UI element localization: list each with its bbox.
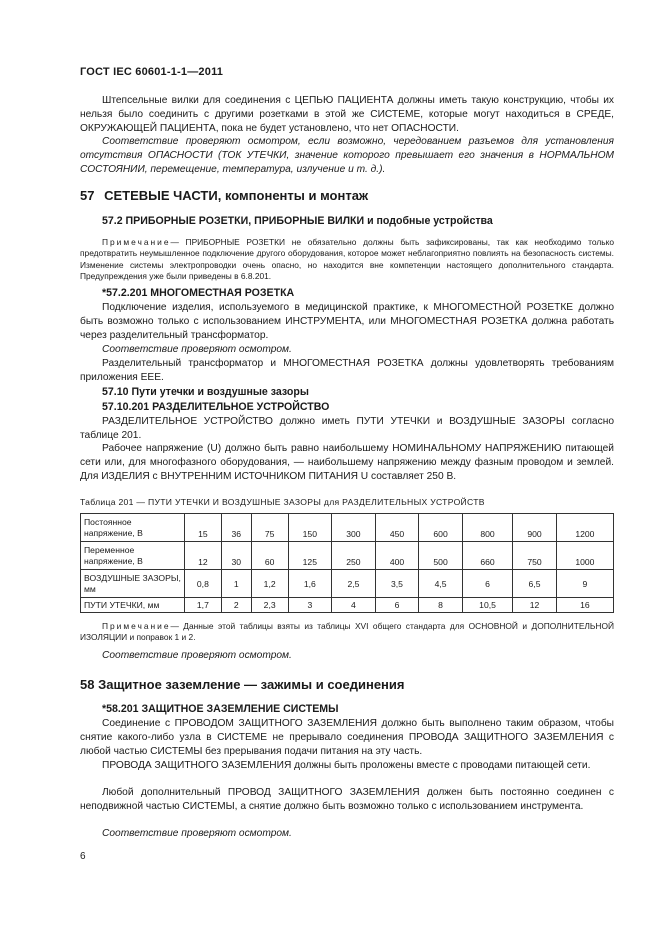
section-57-10-heading: 57.10 Пути утечки и воздушные зазоры	[102, 386, 309, 398]
table-row-label: Переменное напряжение, В	[81, 542, 185, 570]
table-cell: 150	[288, 514, 332, 542]
table-cell: 4,5	[419, 570, 463, 598]
table-cell: 16	[556, 598, 613, 613]
table-cell: 0,8	[185, 570, 222, 598]
table-cell: 1	[221, 570, 251, 598]
table-cell: 1,2	[251, 570, 288, 598]
section-58-heading: 58 Защитное заземление — зажимы и соединения	[80, 677, 405, 692]
table-cell: 2,3	[251, 598, 288, 613]
table-cell: 3,5	[375, 570, 419, 598]
table-cell: 15	[185, 514, 222, 542]
section-58-paragraph-3: Любой дополнительный ПРОВОД ЗАЩИТНОГО ЗАЗЕМЛЕНИЯ должен быть постоянно соединен с неподвижной частью СИСТЕМЫ, а снятие должно быть возможно только с использованием инструмента.	[80, 787, 614, 812]
table-cell: 1,7	[185, 598, 222, 613]
table-row-label: ПУТИ УТЕЧКИ, мм	[81, 598, 185, 613]
section-58-paragraph-1: Соединение с ПРОВОДОМ ЗАЩИТНОГО ЗАЗЕМЛЕНИЯ должно быть выполнено таким образом, чтобы снятие какого-либо узла в СИСТЕМЕ не прерывало соединения ПРОВОДА ЗАЩИТНОГО ЗАЗЕМЛЕНИЯ с любой частью СИСТЕМЫ без прерывания подачи питания на эту часть.	[80, 718, 614, 757]
table-row	[81, 514, 614, 542]
section-58-201-heading: *58.201 ЗАЩИТНОЕ ЗАЗЕМЛЕНИЕ СИСТЕМЫ	[102, 703, 339, 715]
page-number: 6	[80, 851, 86, 862]
intro-compliance-paragraph: Соответствие проверяют осмотром, если возможно, чередованием разъемов для установления отсутствия ОПАСНОСТИ (ТОК УТЕЧКИ, значение которого превышает его значения в НОРМАЛЬНОМ СОСТОЯНИИ, перемещение, температура, излучение и т. д.).	[80, 136, 614, 175]
table-row-label: ВОЗДУШНЫЕ ЗАЗОРЫ, мм	[81, 570, 185, 598]
intro-paragraph: Штепсельные вилки для соединения с ЦЕПЬЮ ПАЦИЕНТА должны иметь такую конструкцию, чтобы их нельзя было соединить с другими розетками в этой же СИСТЕМЕ, которые могут находиться в СРЕДЕ, ОКРУЖАЮЩЕЙ ПАЦИЕНТА, пока не будет установлено, что нет ОПАСНОСТИ.	[80, 95, 614, 134]
table-cell: 30	[221, 542, 251, 570]
table-cell: 600	[419, 514, 463, 542]
note-57-2	[80, 237, 614, 282]
table-cell: 10,5	[462, 598, 512, 613]
table-cell: 250	[332, 542, 376, 570]
table-201-note	[80, 621, 614, 644]
table-cell: 6,5	[513, 570, 557, 598]
table-compliance-check: Соответствие проверяют осмотром.	[102, 650, 292, 661]
table-note-text: — Данные этой таблицы взяты из таблицы XVI общего стандарта для ОСНОВНОЙ и ДОПОЛНИТЕЛЬНОЙ ИЗОЛЯЦИИ и поправок 1 и 2.	[80, 621, 614, 643]
table-cell: 2,5	[332, 570, 376, 598]
working-voltage-paragraph: Рабочее напряжение (U) должно быть равно наибольшему НОМИНАЛЬНОМУ НАПРЯЖЕНИЮ питающей сети или, для многофазного оборудования, — наибольшему напряжению между фазным проводом и землей. Для ИЗДЕЛИЯ с ВНУТРЕННИМ ИСТОЧНИКОМ ПИТАНИЯ U составляет 250 В.	[80, 443, 614, 482]
table-row-label: Постоянное напряжение, В	[81, 514, 185, 542]
table-cell: 660	[462, 542, 512, 570]
section-57-title-rest: компоненты и монтаж	[224, 188, 369, 203]
compliance-check-1: Соответствие проверяют осмотром.	[102, 344, 292, 355]
section-57-2-201-heading: *57.2.201 МНОГОМЕСТНАЯ РОЗЕТКА	[102, 287, 295, 299]
table-cell: 3	[288, 598, 332, 613]
table-cell: 75	[251, 514, 288, 542]
table-cell: 800	[462, 514, 512, 542]
section-58-paragraph-2: ПРОВОДА ЗАЩИТНОГО ЗАЗЕМЛЕНИЯ должны быть проложены вместе с проводами питающей сети.	[102, 760, 591, 771]
table-cell: 9	[556, 570, 613, 598]
table-cell: 300	[332, 514, 376, 542]
section-57-10-201-heading: 57.10.201 РАЗДЕЛИТЕЛЬНОЕ УСТРОЙСТВО	[102, 401, 330, 413]
section-57-heading	[80, 188, 614, 203]
table-cell: 1000	[556, 542, 613, 570]
transformer-paragraph: Разделительный трансформатор и МНОГОМЕСТНАЯ РОЗЕТКА должны удовлетворять требованиям приложения ЕЕЕ.	[80, 358, 614, 383]
section-57-number: 57	[80, 188, 95, 203]
table-cell: 450	[375, 514, 419, 542]
table-cell: 60	[251, 542, 288, 570]
table-cell: 750	[513, 542, 557, 570]
table-cell: 500	[419, 542, 463, 570]
table-note-label: Примечание	[102, 621, 171, 631]
table-cell: 1,6	[288, 570, 332, 598]
table-cell: 6	[375, 598, 419, 613]
table-cell: 2	[221, 598, 251, 613]
table-cell: 1200	[556, 514, 613, 542]
section-58-compliance-check: Соответствие проверяют осмотром.	[102, 828, 292, 839]
table-cell: 6	[462, 570, 512, 598]
section-57-title-caps: СЕТЕВЫЕ ЧАСТИ,	[104, 188, 222, 203]
table-row	[81, 542, 614, 570]
separation-device-paragraph: РАЗДЕЛИТЕЛЬНОЕ УСТРОЙСТВО должно иметь ПУТИ УТЕЧКИ и ВОЗДУШНЫЕ ЗАЗОРЫ согласно таблице 201.	[80, 416, 614, 441]
table-cell: 12	[513, 598, 557, 613]
table-cell: 125	[288, 542, 332, 570]
multiple-socket-paragraph: Подключение изделия, используемого в медицинской практике, к МНОГОМЕСТНОЙ РОЗЕТКЕ должно быть возможно только с использованием ИНСТРУМЕНТА, или МНОГОМЕСТНАЯ РОЗЕТКА должна работать через разделительный трансформатор.	[80, 302, 614, 341]
table-cell: 36	[221, 514, 251, 542]
section-57-2-heading: 57.2 ПРИБОРНЫЕ РОЗЕТКИ, ПРИБОРНЫЕ ВИЛКИ и подобные устройства	[102, 215, 493, 227]
table-row	[81, 598, 614, 613]
table-201	[80, 513, 614, 613]
document-page	[80, 0, 614, 936]
table-201-caption: Таблица 201 — ПУТИ УТЕЧКИ И ВОЗДУШНЫЕ ЗАЗОРЫ для РАЗДЕЛИТЕЛЬНЫХ УСТРОЙСТВ	[80, 497, 485, 507]
note-label: Примечание	[102, 237, 171, 247]
table-cell: 400	[375, 542, 419, 570]
table-cell: 900	[513, 514, 557, 542]
document-header: ГОСТ IEC 60601-1-1—2011	[80, 66, 224, 78]
table-cell: 8	[419, 598, 463, 613]
table-cell: 12	[185, 542, 222, 570]
table-row	[81, 570, 614, 598]
note-text: — ПРИБОРНЫЕ РОЗЕТКИ не обязательно должны быть зафиксированы, так как необходимо только предотвратить неумышленное подключение другого оборудования, которое может неблагоприятно повлиять на безопасность системы. Изменение системы электропроводки очень опасно, но находится вне компетенции настоящего дополнительного стандарта. Предупреждения уже были приведены в 6.8.201.	[80, 237, 614, 281]
table-cell: 4	[332, 598, 376, 613]
